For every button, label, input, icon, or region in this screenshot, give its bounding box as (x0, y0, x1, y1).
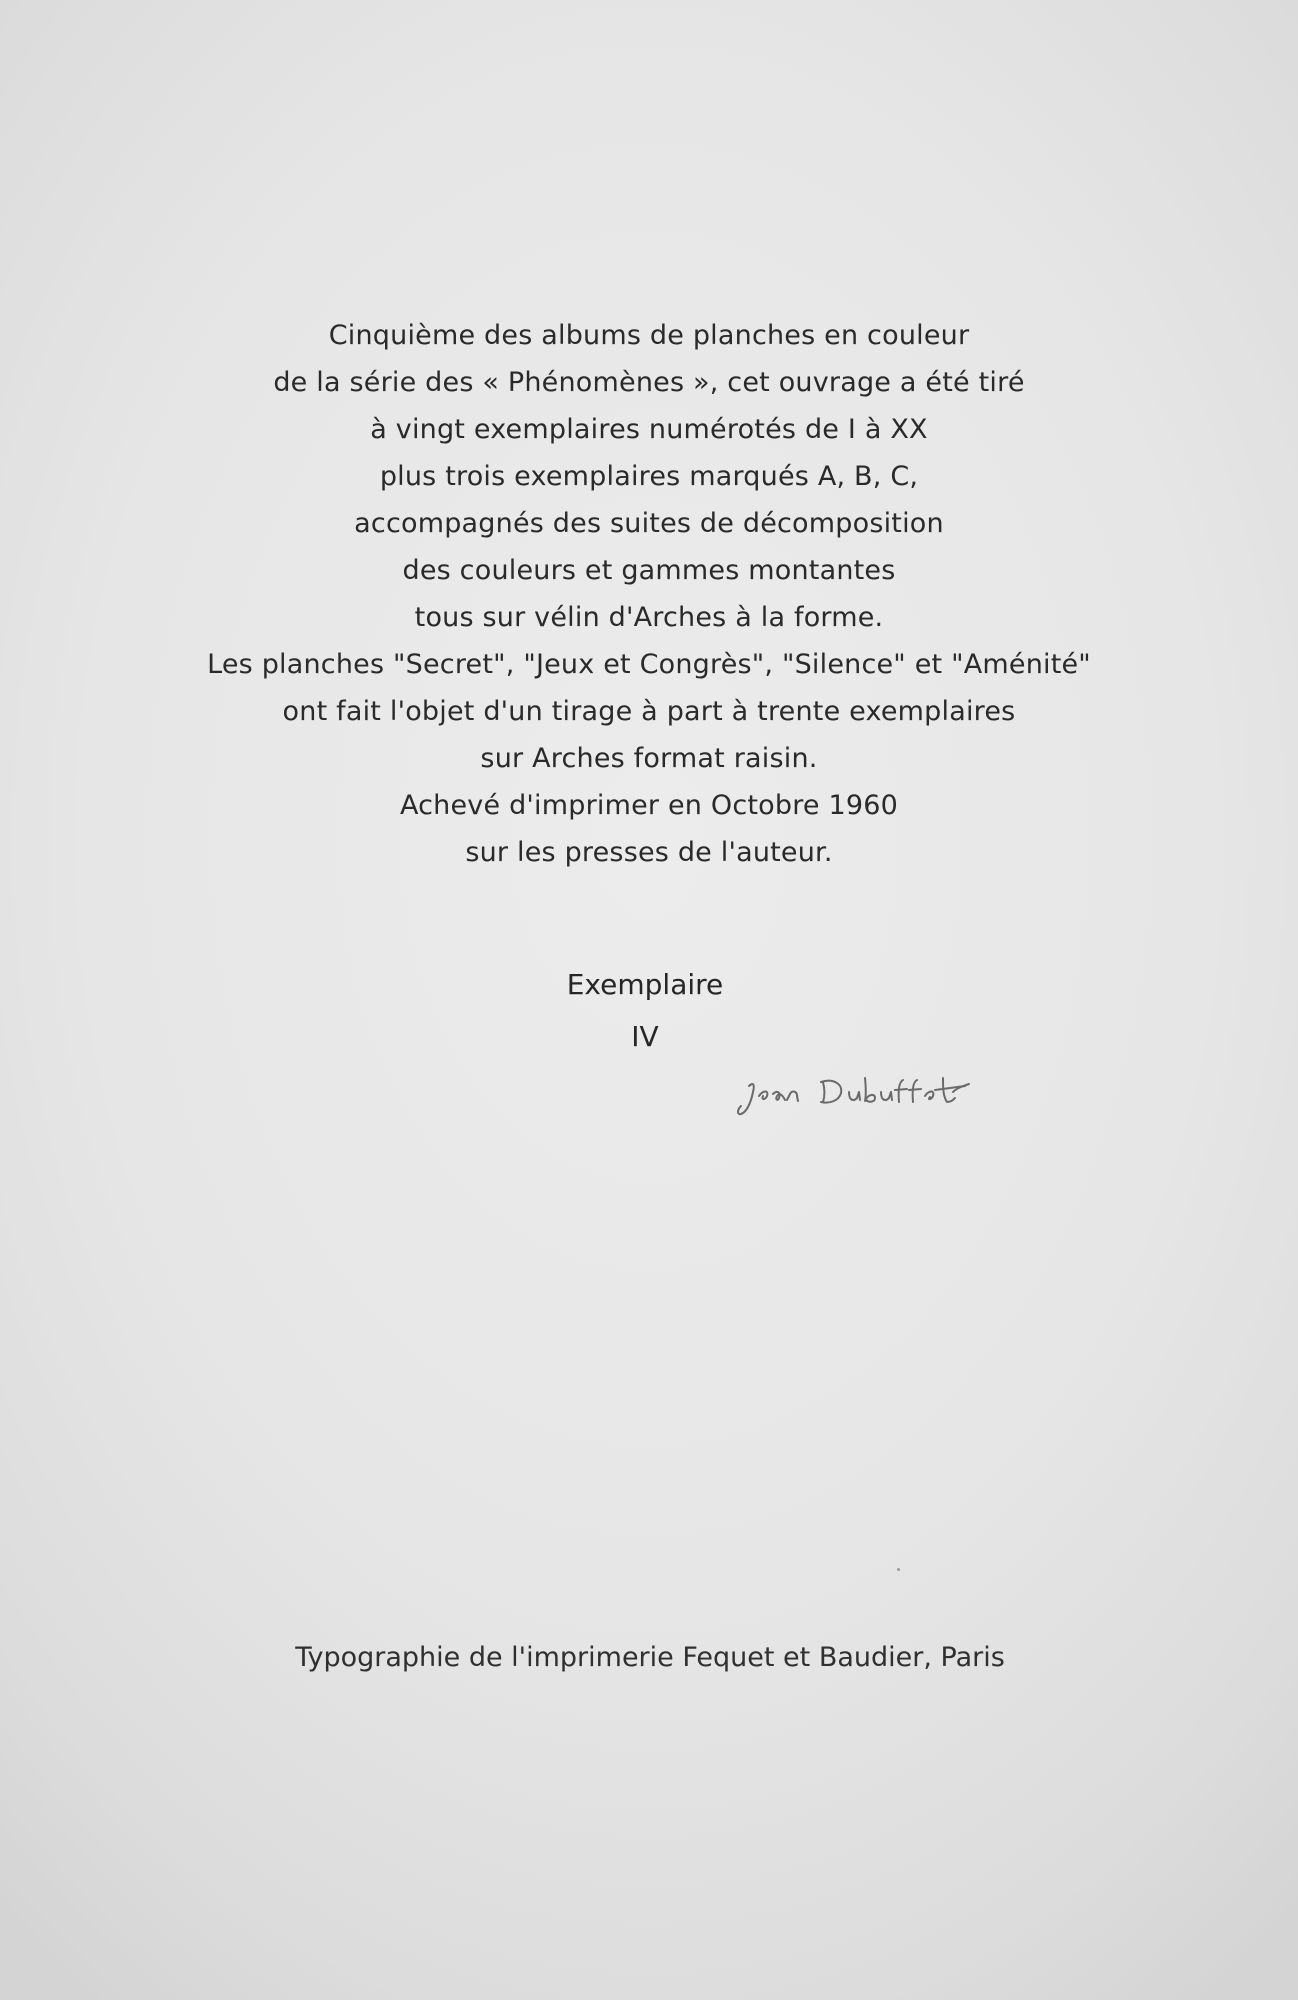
colophon-line: Cinquième des albums de planches en couleur (328, 320, 970, 351)
colophon-text (0, 312, 1298, 876)
copy-number: IV (631, 1020, 659, 1053)
colophon-line: sur Arches format raisin. (480, 743, 818, 774)
colophon-line: à vingt exemplaires numérotés de I à XX (370, 414, 928, 445)
colophon-line: tous sur vélin d'Arches à la forme. (414, 602, 884, 633)
colophon-line: Achevé d'imprimer en Octobre 1960 (399, 790, 899, 821)
colophon-line: Les planches "Secret", "Jeux et Congrès", "Silence" et "Aménité" (207, 649, 1091, 680)
printer-imprint: Typographie de l'imprimerie Fequet et Baudier, Paris (295, 1642, 1005, 1673)
colophon-line: de la série des « Phénomènes », cet ouvrage a été tiré (273, 367, 1025, 398)
colophon-line: sur les presses de l'auteur. (465, 837, 833, 868)
colophon-line: accompagnés des suites de décomposition (354, 508, 944, 539)
paper-speck (897, 1568, 900, 1571)
colophon-line: plus trois exemplaires marqués A, B, C, (379, 461, 919, 492)
handwritten-signature (735, 1060, 1025, 1120)
colophon-line: ont fait l'objet d'un tirage à part à trente exemplaires (282, 696, 1016, 727)
copy-label: Exemplaire (566, 968, 724, 1001)
colophon-line: des couleurs et gammes montantes (402, 555, 896, 586)
